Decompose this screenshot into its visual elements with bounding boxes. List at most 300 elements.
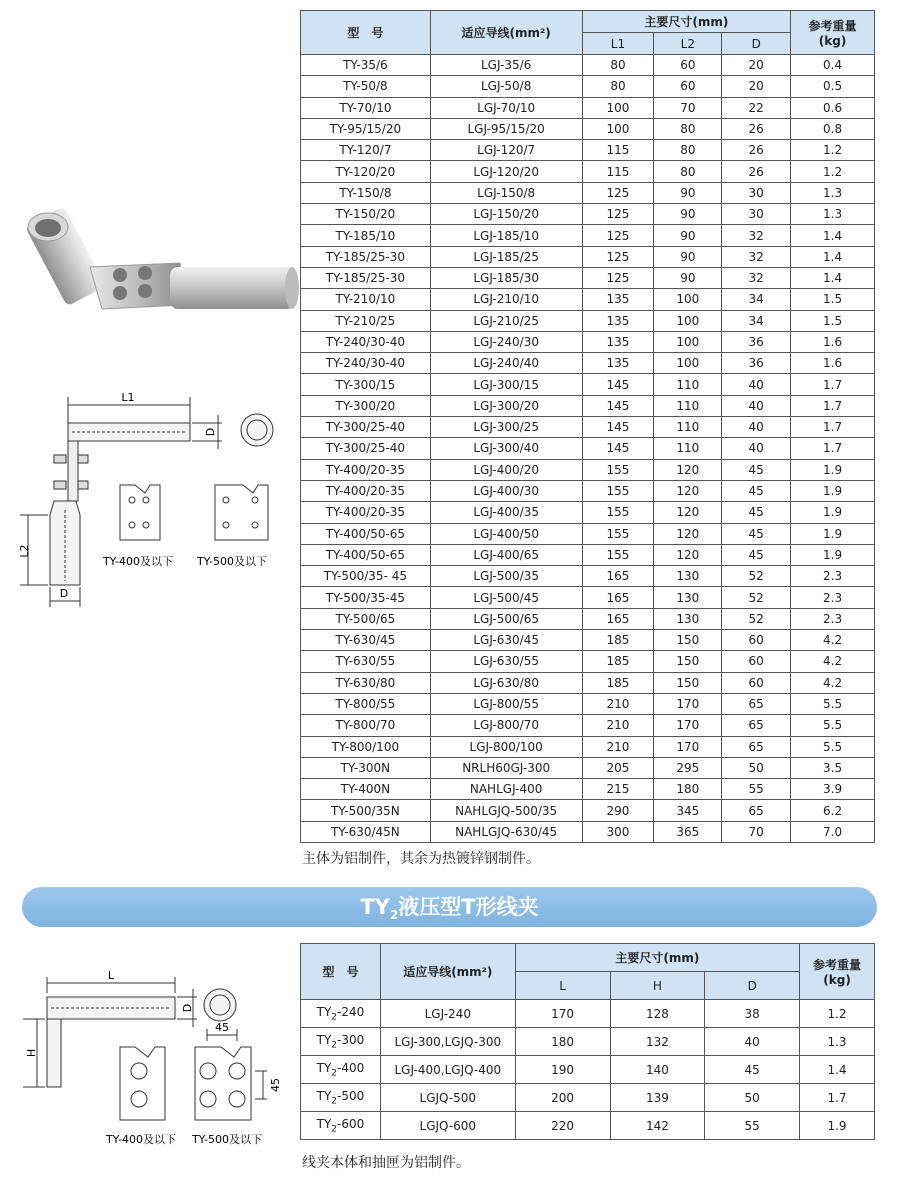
table-cell: 145 [582, 438, 654, 459]
dim-45-side-label: 45 [269, 1078, 282, 1092]
product-photo [20, 205, 300, 325]
table-cell: 70 [654, 97, 722, 118]
header-l1: L1 [582, 33, 654, 55]
table-cell: 120 [654, 502, 722, 523]
table-cell: LGJ-400/20 [430, 459, 582, 480]
table-cell: 210 [582, 715, 654, 736]
table-cell: 1.7 [791, 417, 875, 438]
table-cell: LGJ-400/50 [430, 523, 582, 544]
table-cell: 80 [582, 55, 654, 76]
table-cell: 210 [582, 693, 654, 714]
table-cell: 135 [582, 353, 654, 374]
table-cell: 36 [722, 353, 791, 374]
table-cell: TY-400N [301, 779, 431, 800]
table-row [301, 630, 875, 651]
table-cell: 52 [722, 587, 791, 608]
caption-ty500: TY-500及以下 [196, 555, 268, 568]
table-cell: TY-240/30-40 [301, 331, 431, 352]
table-cell: LGJ-800/70 [430, 715, 582, 736]
table-cell: 60 [654, 76, 722, 97]
table-cell: 32 [722, 225, 791, 246]
table-cell: 60 [722, 630, 791, 651]
table-cell: 5.5 [791, 693, 875, 714]
table-cell: LGJ-95/15/20 [430, 118, 582, 139]
dim-l-label: L [107, 969, 115, 982]
dim-h-label: H [25, 1048, 38, 1058]
table-cell: TY-210/25 [301, 310, 431, 331]
table-cell: 1.7 [791, 438, 875, 459]
table-cell: TY-300N [301, 757, 431, 778]
table-cell: 1.9 [791, 544, 875, 565]
table-cell: 60 [722, 651, 791, 672]
table-cell: TY-70/10 [301, 97, 431, 118]
table-cell: LGJ-400/35 [430, 502, 582, 523]
table-cell: LGJ-800/100 [430, 736, 582, 757]
table-cell: 150 [654, 672, 722, 693]
table-cell: 65 [722, 693, 791, 714]
table-cell: 170 [654, 736, 722, 757]
table-cell: 45 [722, 502, 791, 523]
table-row [301, 118, 875, 139]
model-cell: $TY_2-400$ [301, 1056, 381, 1084]
table-cell: 90 [654, 204, 722, 225]
table-cell: 120 [654, 480, 722, 501]
table-cell: 40 [722, 417, 791, 438]
table-cell: LGJ-630/55 [430, 651, 582, 672]
technical-drawing-2 [15, 965, 295, 1150]
table-cell: TY-400/50-65 [301, 523, 431, 544]
table-cell: 130 [654, 566, 722, 587]
table-cell: LGJ-185/10 [430, 225, 582, 246]
table-cell: TY-400/20-35 [301, 459, 431, 480]
table-cell: 170 [515, 1000, 610, 1028]
table-cell: 165 [582, 608, 654, 629]
table-cell: 90 [654, 267, 722, 288]
table-cell: 60 [722, 672, 791, 693]
table-cell: 0.4 [791, 55, 875, 76]
table-cell: 145 [582, 395, 654, 416]
table-row [301, 353, 875, 374]
table-cell: LGJ-35/6 [430, 55, 582, 76]
table-row [301, 289, 875, 310]
table-cell: 190 [515, 1056, 610, 1084]
table-cell: 80 [582, 76, 654, 97]
table-cell: 100 [654, 353, 722, 374]
table-row [301, 821, 875, 842]
table-cell: 55 [722, 779, 791, 800]
table-cell: 65 [722, 736, 791, 757]
table-cell: 45 [722, 459, 791, 480]
header2-h: H [610, 972, 705, 1000]
table-cell: LGJ-240/40 [430, 353, 582, 374]
table-cell: 120 [654, 459, 722, 480]
table-cell: 38 [705, 1000, 800, 1028]
table-cell: TY-300/25-40 [301, 438, 431, 459]
section-banner: $TY_2$液压型T形线夹 [22, 887, 877, 927]
table-cell: 295 [654, 757, 722, 778]
header2-dims: 主要尺寸(mm) [515, 944, 799, 972]
table-row [301, 331, 875, 352]
table-cell: TY-120/20 [301, 161, 431, 182]
table-cell: 215 [582, 779, 654, 800]
table-cell: 34 [722, 289, 791, 310]
table-row [301, 310, 875, 331]
table-cell: 1.2 [791, 161, 875, 182]
table-cell: LGJ-70/10 [430, 97, 582, 118]
table-cell: 1.6 [791, 331, 875, 352]
table-cell: 52 [722, 566, 791, 587]
table-cell: 110 [654, 395, 722, 416]
table-cell: TY-500/65 [301, 608, 431, 629]
dim-45-top-label: 45 [215, 1021, 229, 1034]
table-cell: 1.7 [791, 374, 875, 395]
table-row [301, 757, 875, 778]
table-cell: 1.3 [791, 204, 875, 225]
table-row [301, 502, 875, 523]
table-cell: TY-35/6 [301, 55, 431, 76]
dim-d-label: D [204, 427, 217, 437]
table-cell: 120 [654, 523, 722, 544]
table-cell: NAHLGJ-400 [430, 779, 582, 800]
table-cell: TY-210/10 [301, 289, 431, 310]
table-cell: TY-630/45N [301, 821, 431, 842]
table-cell: 180 [515, 1028, 610, 1056]
table-cell: 110 [654, 374, 722, 395]
table-cell: 170 [654, 715, 722, 736]
table-cell: LGJ-400/30 [430, 480, 582, 501]
table-cell: 185 [582, 651, 654, 672]
table-cell: 1.4 [791, 225, 875, 246]
table-cell: 90 [654, 182, 722, 203]
table-cell: TY-400/20-35 [301, 480, 431, 501]
table-row [301, 140, 875, 161]
table-cell: 150 [654, 651, 722, 672]
table-cell: 142 [610, 1112, 705, 1140]
table-cell: TY-185/25-30 [301, 246, 431, 267]
table-cell: 345 [654, 800, 722, 821]
table-cell: 110 [654, 438, 722, 459]
table-cell: 4.2 [791, 651, 875, 672]
table-row [301, 182, 875, 203]
table-cell: TY-500/35-45 [301, 587, 431, 608]
table-cell: LGJ-210/25 [430, 310, 582, 331]
table-cell: TY-800/100 [301, 736, 431, 757]
table-cell: 5.5 [791, 715, 875, 736]
table-cell: 80 [654, 140, 722, 161]
table-cell: 1.9 [791, 459, 875, 480]
caption2-ty400: TY-400及以下 [105, 1133, 177, 1146]
dim-d-bottom-label: D [59, 587, 69, 600]
table-row [301, 161, 875, 182]
table-cell: 1.2 [791, 140, 875, 161]
table-cell: TY-400/20-35 [301, 502, 431, 523]
table-cell: 125 [582, 246, 654, 267]
table-row [301, 459, 875, 480]
table-cell: 1.4 [791, 267, 875, 288]
table-cell: LGJ-185/25 [430, 246, 582, 267]
table-cell: LGJ-630/80 [430, 672, 582, 693]
header2-l: L [515, 972, 610, 1000]
header2-d: D [705, 972, 800, 1000]
model-cell: $TY_2-500$ [301, 1084, 381, 1112]
table-cell: 200 [515, 1084, 610, 1112]
table-cell: LGJ-500/35 [430, 566, 582, 587]
table-cell: LGJ-400/65 [430, 544, 582, 565]
table-cell: TY-300/25-40 [301, 417, 431, 438]
table-cell: 139 [610, 1084, 705, 1112]
table-cell: 2.3 [791, 608, 875, 629]
table-cell: 20 [722, 55, 791, 76]
table-cell: 0.8 [791, 118, 875, 139]
table-cell: NRLH60GJ-300 [430, 757, 582, 778]
table-cell: 32 [722, 246, 791, 267]
table-cell: 180 [654, 779, 722, 800]
table-cell: LGJQ-600 [380, 1112, 515, 1140]
table-cell: 30 [722, 204, 791, 225]
table-cell: 155 [582, 544, 654, 565]
table-cell: 1.3 [800, 1028, 875, 1056]
table-cell: TY-800/55 [301, 693, 431, 714]
table-cell: TY-500/35- 45 [301, 566, 431, 587]
header-wire: 适应导线(mm²) [430, 11, 582, 55]
table-cell: 1.4 [791, 246, 875, 267]
table-row [301, 267, 875, 288]
table-cell: 40 [722, 374, 791, 395]
table-cell: 135 [582, 310, 654, 331]
table-cell: 6.2 [791, 800, 875, 821]
table-cell: TY-120/7 [301, 140, 431, 161]
table-cell: 290 [582, 800, 654, 821]
table-cell: 45 [722, 523, 791, 544]
table-cell: NAHLGJQ-630/45 [430, 821, 582, 842]
table-cell: 210 [582, 736, 654, 757]
table-cell: 65 [722, 715, 791, 736]
table-row [301, 608, 875, 629]
header-d: D [722, 33, 791, 55]
table-cell: 125 [582, 225, 654, 246]
table-cell: 100 [654, 310, 722, 331]
table-cell: 150 [654, 630, 722, 651]
table-cell: 145 [582, 374, 654, 395]
caption2-ty500: TY-500及以下 [191, 1133, 263, 1146]
table-cell: 1.9 [800, 1112, 875, 1140]
caption-ty400: TY-400及以下 [102, 555, 174, 568]
table-cell: 0.5 [791, 76, 875, 97]
header2-weight: 参考重量 (kg) [800, 944, 875, 1000]
table-cell: 125 [582, 267, 654, 288]
table-cell: LGJQ-500 [380, 1084, 515, 1112]
table-cell: 90 [654, 225, 722, 246]
table-cell: TY-630/55 [301, 651, 431, 672]
table-cell: 120 [654, 544, 722, 565]
table-cell: 30 [722, 182, 791, 203]
table-row [301, 1084, 875, 1112]
table-cell: LGJ-240 [380, 1000, 515, 1028]
spec-table-ty [300, 10, 875, 843]
dim-d2-label: D [181, 1003, 194, 1013]
table-row [301, 544, 875, 565]
table-cell: 125 [582, 182, 654, 203]
table-row [301, 672, 875, 693]
table-cell: LGJ-240/30 [430, 331, 582, 352]
table-cell: 140 [610, 1056, 705, 1084]
table-row [301, 587, 875, 608]
table-cell: NAHLGJQ-500/35 [430, 800, 582, 821]
table-row [301, 693, 875, 714]
table-cell: LGJ-300,LGJQ-300 [380, 1028, 515, 1056]
header2-wire: 适应导线(mm²) [380, 944, 515, 1000]
table-cell: 1.7 [791, 395, 875, 416]
header2-model: 型 号 [301, 944, 381, 1000]
model-cell: $TY_2-240$ [301, 1000, 381, 1028]
table-row [301, 736, 875, 757]
table-cell: 32 [722, 267, 791, 288]
table-cell: 26 [722, 140, 791, 161]
table-cell: TY-185/25-30 [301, 267, 431, 288]
dim-l2-label: L2 [18, 544, 31, 558]
table-cell: 55 [705, 1112, 800, 1140]
table-cell: TY-95/15/20 [301, 118, 431, 139]
table-row [301, 800, 875, 821]
table-cell: 1.7 [800, 1084, 875, 1112]
table-cell: 155 [582, 459, 654, 480]
table-cell: LGJ-300/25 [430, 417, 582, 438]
table-cell: 1.9 [791, 480, 875, 501]
table-cell: TY-50/8 [301, 76, 431, 97]
header-weight: 参考重量 (kg) [791, 11, 875, 55]
table-cell: 36 [722, 331, 791, 352]
table-cell: 70 [722, 821, 791, 842]
table-cell: LGJ-630/45 [430, 630, 582, 651]
table-cell: 22 [722, 97, 791, 118]
table-cell: 155 [582, 502, 654, 523]
table-row [301, 566, 875, 587]
table-cell: 130 [654, 608, 722, 629]
table-cell: 26 [722, 161, 791, 182]
table-cell: TY-300/15 [301, 374, 431, 395]
table-cell: 365 [654, 821, 722, 842]
note-material-2: 线夹本体和抽匣为铝制件。 [302, 1155, 470, 1171]
table-cell: 40 [705, 1028, 800, 1056]
table-cell: 45 [722, 480, 791, 501]
table-cell: 1.5 [791, 289, 875, 310]
table-cell: 45 [705, 1056, 800, 1084]
table-cell: 132 [610, 1028, 705, 1056]
table-cell: 80 [654, 161, 722, 182]
table-cell: LGJ-800/55 [430, 693, 582, 714]
table-cell: TY-400/50-65 [301, 544, 431, 565]
table-cell: 165 [582, 566, 654, 587]
table-cell: LGJ-500/65 [430, 608, 582, 629]
table-row [301, 76, 875, 97]
table-cell: TY-300/20 [301, 395, 431, 416]
table-cell: TY-630/80 [301, 672, 431, 693]
table-cell: LGJ-185/30 [430, 267, 582, 288]
dim-l1-label: L1 [121, 391, 135, 404]
table-cell: 185 [582, 630, 654, 651]
table-row [301, 1056, 875, 1084]
table-row [301, 1028, 875, 1056]
table-cell: 155 [582, 523, 654, 544]
table-row [301, 246, 875, 267]
table-cell: 90 [654, 246, 722, 267]
table-cell: 135 [582, 331, 654, 352]
table-cell: LGJ-500/45 [430, 587, 582, 608]
table-cell: 1.9 [791, 523, 875, 544]
table-cell: 4.2 [791, 672, 875, 693]
table-cell: 2.3 [791, 587, 875, 608]
table-cell: 145 [582, 417, 654, 438]
model-cell: $TY_2-300$ [301, 1028, 381, 1056]
spec-table-ty2 [300, 943, 875, 1140]
table-cell: 205 [582, 757, 654, 778]
table-cell: LGJ-120/20 [430, 161, 582, 182]
table-cell: 300 [582, 821, 654, 842]
table-cell: 135 [582, 289, 654, 310]
table-cell: TY-240/30-40 [301, 353, 431, 374]
table-row [301, 523, 875, 544]
table-row [301, 204, 875, 225]
table-cell: 3.9 [791, 779, 875, 800]
table-cell: 155 [582, 480, 654, 501]
table-cell: TY-500/35N [301, 800, 431, 821]
table-cell: 1.6 [791, 353, 875, 374]
table-cell: 100 [582, 97, 654, 118]
table-cell: 5.5 [791, 736, 875, 757]
table-cell: 1.5 [791, 310, 875, 331]
table-cell: 165 [582, 587, 654, 608]
table-cell: TY-150/20 [301, 204, 431, 225]
model-cell: $TY_2-600$ [301, 1112, 381, 1140]
table-cell: 100 [654, 331, 722, 352]
table-cell: 1.3 [791, 182, 875, 203]
table-cell: 130 [654, 587, 722, 608]
table-cell: 125 [582, 204, 654, 225]
table-row [301, 480, 875, 501]
table-row [301, 715, 875, 736]
table-row [301, 1112, 875, 1140]
table-cell: 50 [705, 1084, 800, 1112]
table-cell: 100 [654, 289, 722, 310]
table-cell: 115 [582, 140, 654, 161]
table-row [301, 395, 875, 416]
table-cell: 3.5 [791, 757, 875, 778]
table-cell: 40 [722, 438, 791, 459]
table-cell: TY-630/45 [301, 630, 431, 651]
table-cell: LGJ-300/40 [430, 438, 582, 459]
table-cell: 220 [515, 1112, 610, 1140]
table-cell: 115 [582, 161, 654, 182]
table-cell: LGJ-400,LGJQ-400 [380, 1056, 515, 1084]
table-row [301, 225, 875, 246]
table-cell: 1.4 [800, 1056, 875, 1084]
table-row [301, 651, 875, 672]
table-row [301, 55, 875, 76]
table-cell: LGJ-120/7 [430, 140, 582, 161]
table-cell: 2.3 [791, 566, 875, 587]
table-cell: TY-185/10 [301, 225, 431, 246]
table-cell: 60 [654, 55, 722, 76]
table-cell: 4.2 [791, 630, 875, 651]
table-row [301, 97, 875, 118]
technical-drawing-1 [10, 385, 300, 615]
table-cell: 128 [610, 1000, 705, 1028]
table-cell: 65 [722, 800, 791, 821]
header-model: 型 号 [301, 11, 431, 55]
table-cell: 80 [654, 118, 722, 139]
table-row [301, 374, 875, 395]
header-dims: 主要尺寸(mm) [582, 11, 791, 33]
